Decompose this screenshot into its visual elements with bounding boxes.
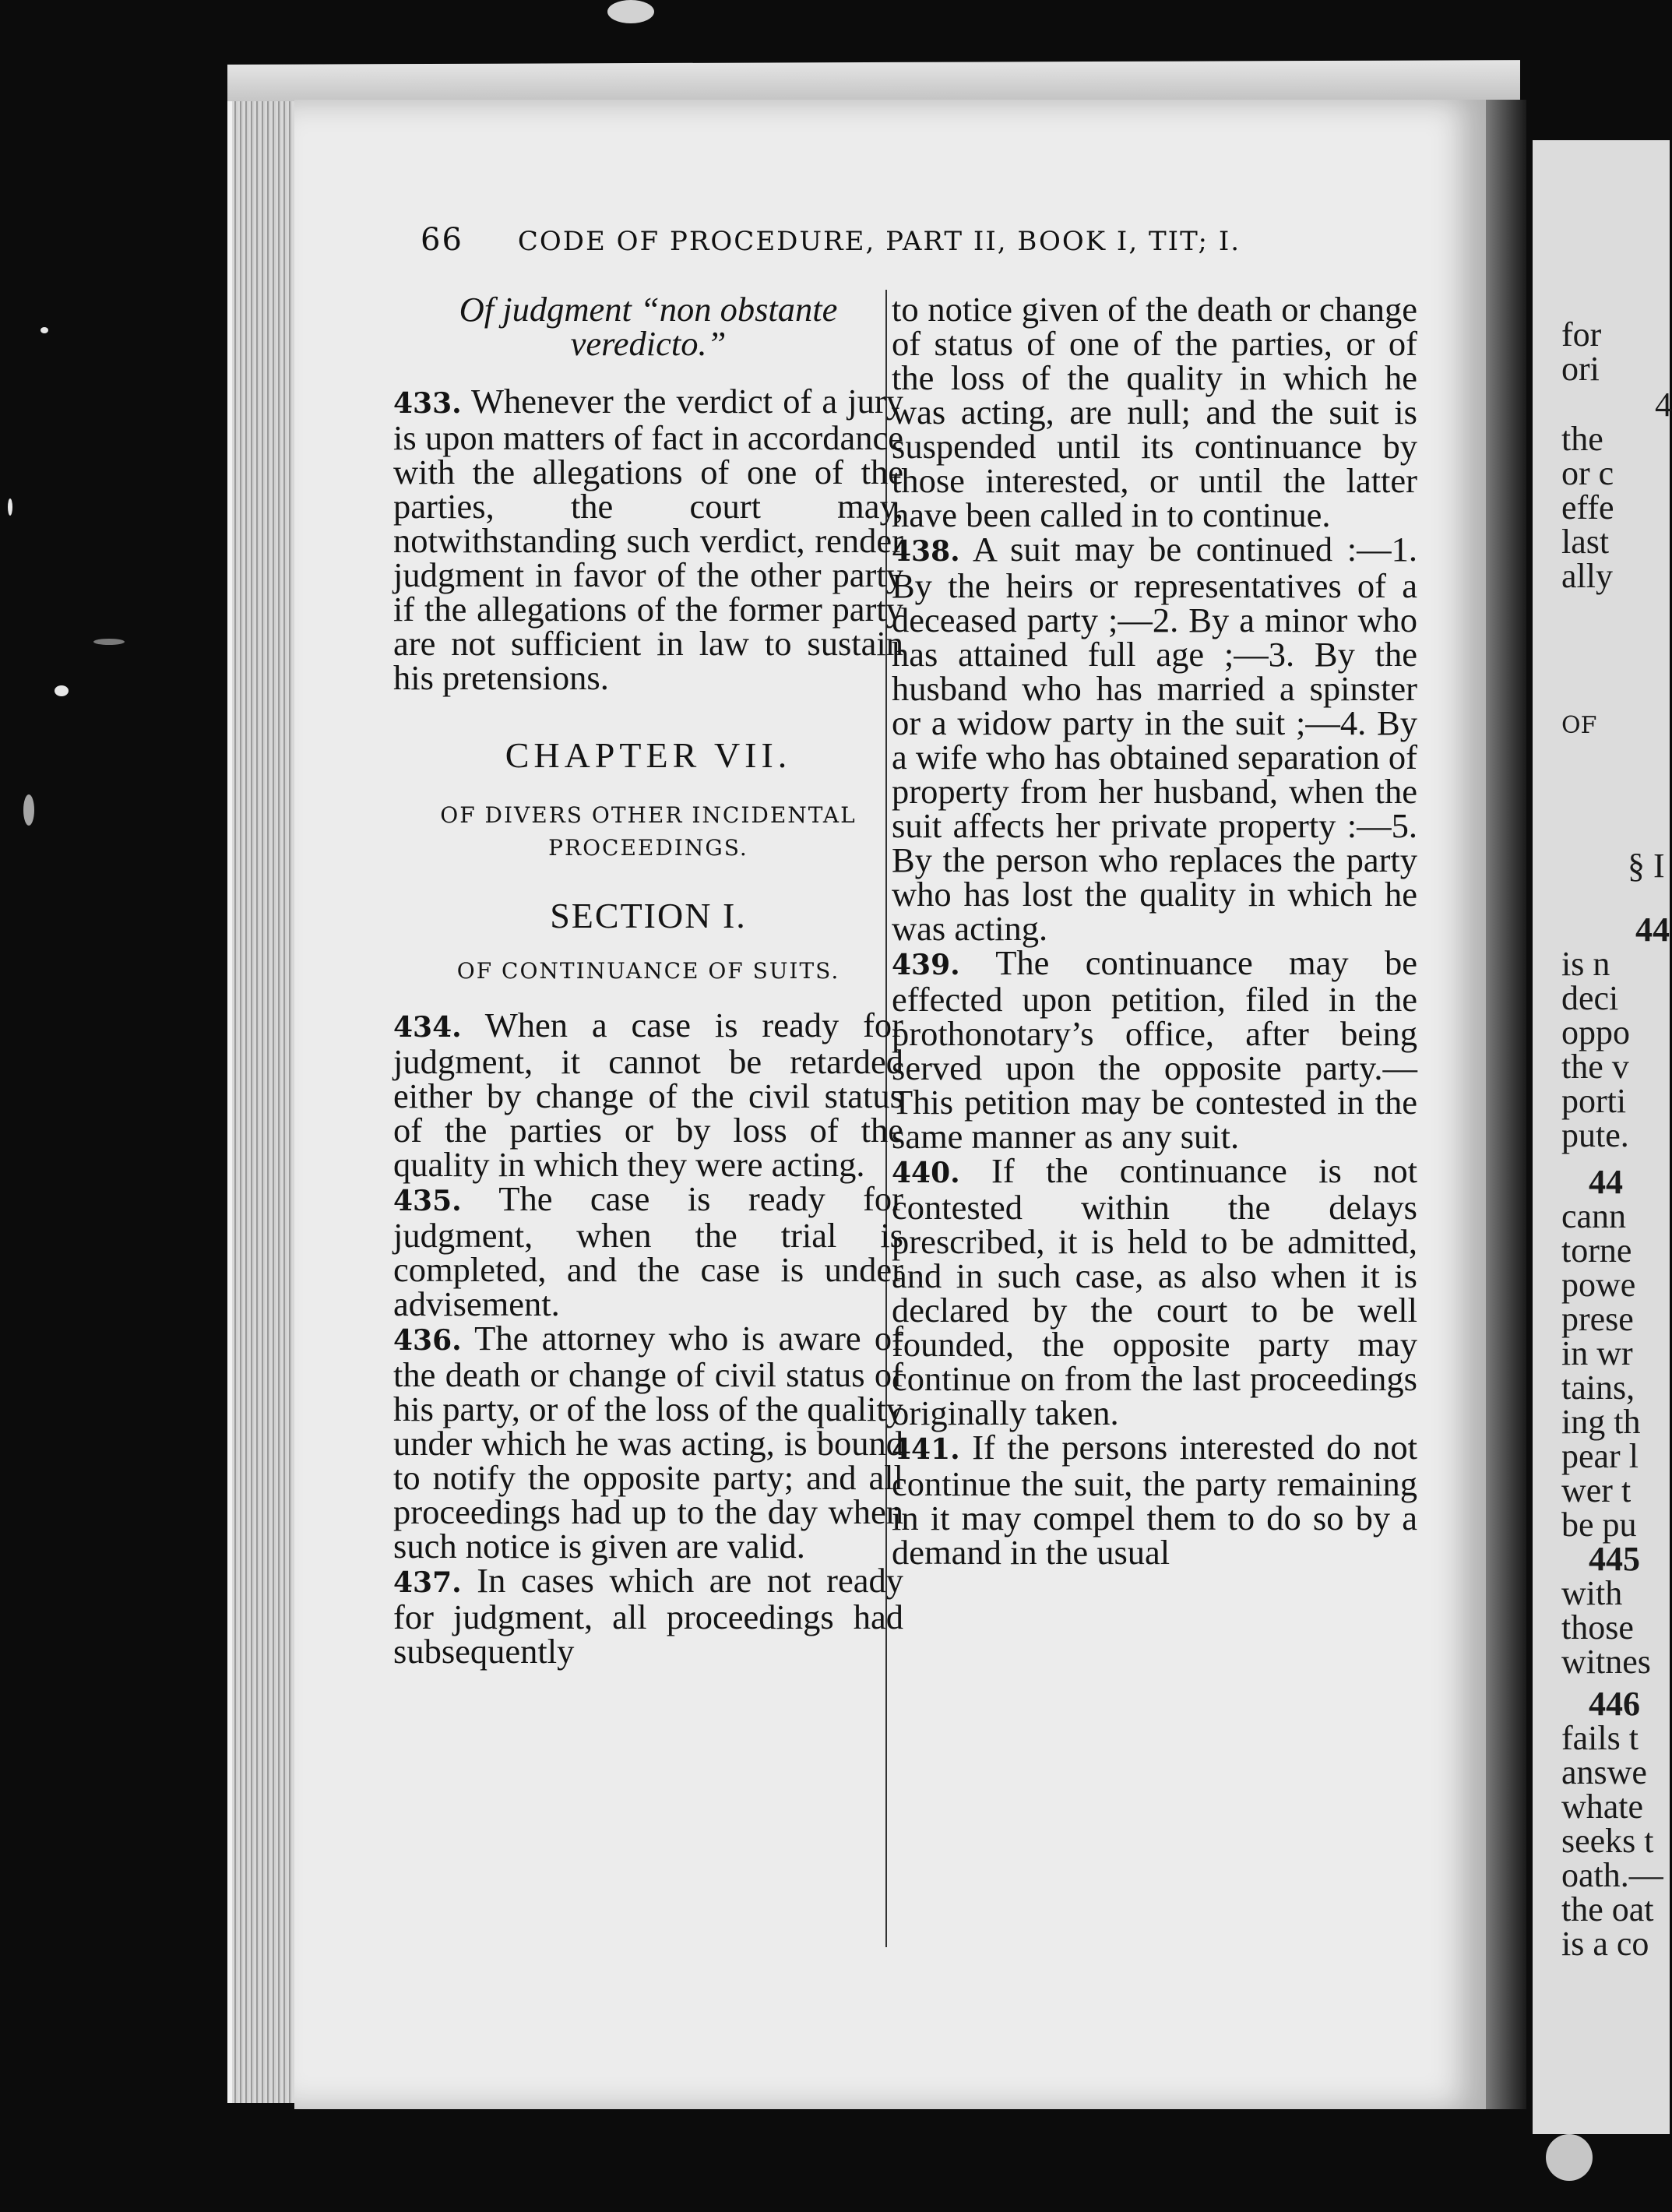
facing-page-fragment: last [1561,523,1610,561]
subheading-non-obstante: Of judgment “non obstante veredicto.” [459,290,838,363]
facing-page-fragment: oath.— [1561,1856,1663,1894]
facing-page-fragment: deci [1561,979,1619,1017]
facing-page-fragment: powe [1561,1266,1636,1304]
section-heading: SECTION I. [550,896,747,935]
facing-page-fragment: torne [1561,1231,1632,1270]
facing-page-fragment: witnes [1561,1643,1651,1681]
dust-speck [40,327,48,333]
article-text: If the continuance is not contested within the delays prescribed, it is held to be admitted, and in such case, as also when it is declared by the court to be well founded, the opposite party may continue on from the last proceedings originally taken. [892,1151,1418,1432]
facing-page-fragment: oppo [1561,1013,1630,1051]
facing-page-fragment: in wr [1561,1334,1633,1372]
page-stack-edge [227,101,302,2103]
facing-page-fragment: ing th [1561,1403,1641,1441]
article-number: 436. [393,1324,462,1357]
facing-page-fragment: 446 [1589,1685,1640,1723]
dust-speck [1546,2134,1593,2181]
facing-page-fragment: with [1561,1574,1623,1612]
facing-page-fragment: pute. [1561,1116,1629,1154]
article-text: The case is ready for judgment, when the trial is completed, and the case is under advisement. [393,1179,903,1323]
article-number: 438. [892,535,960,568]
facing-page-fragment: ally [1561,557,1613,595]
facing-page-fragment: prese [1561,1300,1634,1338]
dust-speck [607,0,654,23]
article-437 [393,1561,904,1671]
article-text: When a case is ready for judgment, it cannot be retarded either by change of the civil status of the parties or by loss of the quality in which they were acting. [393,1006,903,1184]
facing-page-fragment: is n [1561,945,1610,983]
article-438 [892,532,1417,946]
facing-page-fragment: the oat [1561,1890,1654,1928]
facing-page-fragment: the [1561,420,1603,458]
article-number: 440. [892,1157,960,1189]
article-text: The continuance may be effected upon petition, filed in the prothonotary’s office, after being served upon the opposite party.—This petition may be contested in the same manner as any suit. [892,943,1417,1156]
article-number: 433. [393,387,462,420]
article-text: If the persons interested do not continue the suit, the party remaining in it may compel them to do so by a demand in the usual [892,1428,1417,1572]
facing-page-fragment: 445 [1589,1540,1640,1578]
facing-page-fragment: whate [1561,1788,1644,1826]
facing-page-fragment: 44 [1635,911,1670,949]
running-title: CODE OF PROCEDURE, PART II, BOOK I, TIT; I. [517,226,1241,257]
facing-page-fragment: porti [1561,1082,1627,1120]
article-text: A suit may be continued :—1. By the heirs or representatives of a deceased party ;—2. By a minor who has attained full age ;—3. By the husband who has married a spinster or a widow party in the suit ;—4. By a wife who has obtained separation of property from her husband, when the suit affects her private property :—5. By the person who replaces the party who has lost the quality in which he was acting. [892,530,1417,948]
facing-page-fragment: is a co [1561,1925,1649,1963]
article-number: 439. [892,949,960,981]
facing-page-fragment: effe [1561,488,1614,527]
facing-page-fragment: OF [1561,712,1597,739]
facing-page-fragment: 44 [1589,1163,1623,1201]
facing-page-fragment: ori [1561,350,1600,388]
article-435 [393,1179,903,1323]
chapter-title: OF DIVERS OTHER INCIDENTAL PROCEEDINGS. [440,802,857,861]
article-number: 435. [393,1185,462,1217]
article-437-continued: to notice given of the death or change of status of one of the parties, or of the loss of the quality in which he was acting, are null; and the suit is suspended until its continuance by those interested, or until the latter have been called in to continue. [892,290,1417,534]
dust-speck [93,639,125,645]
facing-page-fragment: wer t [1561,1471,1632,1509]
page-number: 66 [421,222,463,258]
section-title: OF CONTINUANCE OF SUITS. [456,958,840,984]
article-434 [393,1008,903,1182]
running-header [421,222,1355,258]
facing-page-fragment: tains, [1561,1368,1635,1407]
facing-page-fragment: cann [1561,1197,1627,1235]
facing-page-fragment: answe [1561,1753,1647,1791]
article-433 [393,384,903,695]
facing-page-fragment: 4 [1655,386,1672,424]
facing-page-fragment: the v [1561,1048,1629,1086]
article-436 [393,1319,903,1566]
article-number: 437. [393,1566,462,1599]
article-number: 434. [393,1011,462,1044]
left-column [393,290,904,1671]
article-number: 441. [892,1433,960,1466]
article-439 [892,943,1417,1156]
dust-speck [23,794,34,826]
facing-page-fragment: § I [1628,847,1665,885]
article-441 [892,1428,1417,1572]
chapter-heading: CHAPTER VII. [505,735,792,775]
facing-page-fragment: or c [1561,454,1614,492]
article-text: The attorney who is aware of the death or change of civil status of his party, or of the loss of the quality under which he was acting, is bound to notify the opposite party; and all proceedings had up to the day when such notice is given are valid. [393,1319,903,1566]
facing-page-fragment: be pu [1561,1506,1637,1544]
article-text: In cases which are not ready for judgment, all proceedings had subsequently [393,1561,904,1671]
book-gutter [1486,100,1526,2109]
dust-speck [8,498,12,516]
article-440 [892,1151,1418,1432]
right-column [892,290,1418,1572]
article-text: Whenever the verdict of a jury is upon matters of fact in accordance with the allegations of one of the parties, the court may, notwithstanding such verdict, render judgment in favor of the other party if the allegations of the former party are not sufficient in law to sustain his pretensions. [393,382,903,697]
facing-page-fragment: for [1561,315,1602,354]
facing-page-fragment: those [1561,1608,1634,1647]
dust-speck [55,685,69,696]
facing-page-fragment: seeks t [1561,1822,1654,1860]
facing-page-fragment: fails t [1561,1719,1639,1757]
facing-page-fragment: pear l [1561,1437,1639,1475]
